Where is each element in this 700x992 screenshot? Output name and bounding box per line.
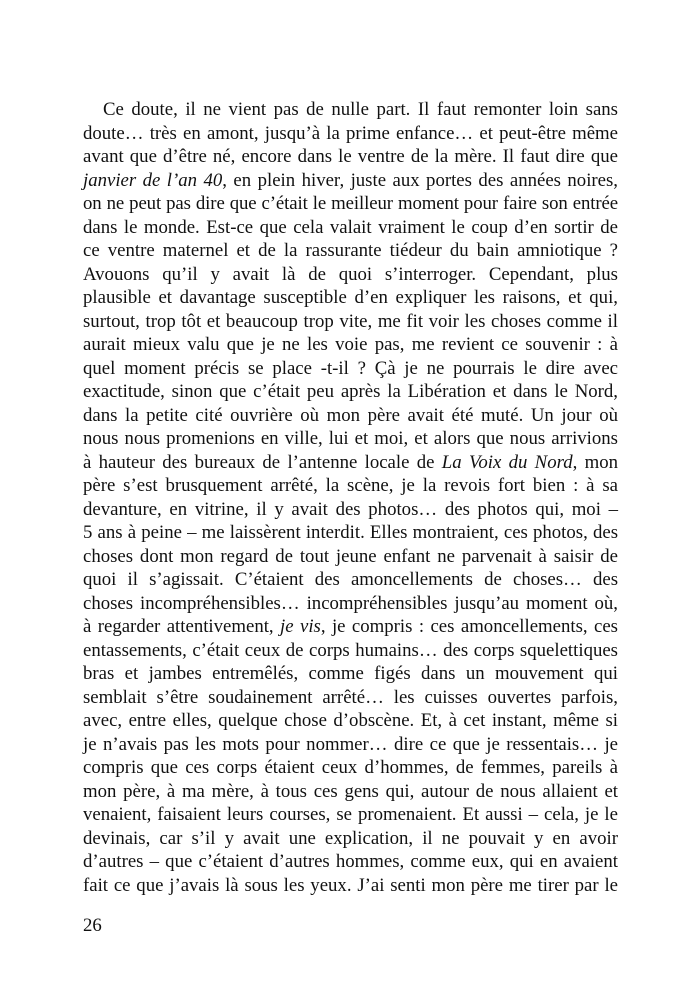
- text-segment: choses dont mon regard de tout jeune enfant ne parvenait à saisir de: [83, 545, 618, 567]
- text-line: [83, 545, 618, 569]
- text-line: [83, 122, 618, 146]
- text-segment: avant que d’être né, encore dans le ventre de la mère. Il faut dire que: [83, 146, 618, 167]
- text-segment: dans le monde. Est-ce que cela valait vraiment le coup d’en sortir de: [83, 216, 618, 238]
- text-line: [83, 310, 618, 334]
- text-segment: à hauteur des bureaux de l’antenne locale de: [83, 451, 442, 473]
- text-line: [83, 427, 618, 451]
- text-segment: d’autres – que c’étaient d’autres hommes, comme eux, qui en avaient: [83, 851, 618, 872]
- text-line: [83, 662, 618, 686]
- text-segment: devinais, car s’il y avait une explication, il ne pouvait y en avoir: [83, 827, 618, 849]
- text-segment: dans la petite cité ouvrière où mon père avait été muté. Un jour où: [83, 404, 618, 426]
- text-segment: , en plein hiver, juste aux portes des années noires,: [222, 169, 619, 191]
- text-segment: aurait mieux valu que je ne les voie pas, me revient ce souvenir : à: [83, 334, 618, 355]
- text-line: [83, 357, 618, 381]
- text-line: [83, 568, 618, 592]
- text-segment: nous nous promenions en ville, lui et moi, et alors que nous arrivions: [83, 428, 618, 449]
- text-segment: je n’avais pas les mots pour nommer… dire ce que je ressentais… je: [83, 733, 618, 755]
- text-segment: on ne peut pas dire que c’était le meilleur moment pour faire son entrée: [83, 193, 618, 214]
- text-line: [83, 192, 618, 216]
- text-segment: venaient, faisaient leurs courses, se promenaient. Et aussi – cela, je le: [83, 804, 618, 825]
- text-segment: bras et jambes entremêlés, comme figés dans un mouvement qui: [83, 663, 618, 684]
- text-line: [83, 169, 618, 193]
- text-segment: , mon: [572, 451, 618, 473]
- text-segment: père s’est brusquement arrêté, la scène, je la revois fort bien : à sa: [83, 475, 618, 496]
- text-line: [83, 733, 618, 757]
- text-line: [83, 827, 618, 851]
- text-line: [83, 98, 618, 122]
- text-line: [83, 263, 618, 287]
- italic-text: je vis: [280, 616, 321, 637]
- text-line: [83, 686, 618, 710]
- text-line: [83, 592, 618, 616]
- text-segment: fait ce que j’avais là sous les yeux. J’ai senti mon père me tirer par le: [83, 874, 618, 896]
- text-line: [83, 286, 618, 310]
- text-line: [83, 780, 618, 804]
- text-segment: surtout, trop tôt et beaucoup trop vite, me fit voir les choses comme il: [83, 310, 618, 332]
- text-line: [83, 333, 618, 357]
- body-text: [83, 98, 618, 897]
- text-line: [83, 239, 618, 263]
- text-segment: quoi il s’agissait. C’étaient des amoncellements de choses… des: [83, 569, 618, 590]
- text-segment: , je compris : ces amoncellements, ces: [320, 616, 618, 637]
- text-line: [83, 451, 618, 475]
- text-segment: 5 ans à peine – me laissèrent interdit. Elles montraient, ces photos, des: [83, 522, 618, 543]
- text-line: [83, 615, 618, 639]
- text-segment: doute… très en amont, jusqu’à la prime enfance… et peut-être même: [83, 122, 618, 144]
- text-segment: avec, entre elles, quelque chose d’obscène. Et, à cet instant, même si: [83, 710, 618, 731]
- text-line: [83, 709, 618, 733]
- text-line: [83, 850, 618, 874]
- text-segment: mon père, à ma mère, à tous ces gens qui, autour de nous allaient et: [83, 780, 618, 802]
- italic-text: janvier de l’an 40: [83, 169, 223, 191]
- text-segment: Ce doute, il ne vient pas de nulle part. Il faut remonter loin sans: [103, 99, 618, 120]
- text-line: [83, 474, 618, 498]
- text-line: [83, 404, 618, 428]
- text-line: [83, 803, 618, 827]
- text-segment: compris que ces corps étaient ceux d’hommes, de femmes, pareils à: [83, 757, 618, 778]
- text-segment: exactitude, sinon que c’était peu après la Libération et dans le Nord,: [83, 381, 618, 402]
- text-segment: devanture, en vitrine, il y avait des photos… des photos qui, moi –: [83, 498, 618, 520]
- text-segment: choses incompréhensibles… incompréhensibles jusqu’au moment où,: [83, 592, 618, 614]
- text-segment: semblait s’être soudainement arrêté… les cuisses ouvertes parfois,: [83, 686, 618, 708]
- text-line: [83, 756, 618, 780]
- text-line: [83, 874, 618, 898]
- text-line: [83, 498, 618, 522]
- text-line: [83, 380, 618, 404]
- italic-text: La Voix du Nord: [441, 451, 573, 473]
- text-segment: plausible et davantage susceptible d’en expliquer les raisons, et qui,: [83, 287, 618, 308]
- text-segment: entassements, c’était ceux de corps humains… des corps squelettiques: [83, 639, 618, 661]
- text-segment: Avouons qu’il y avait là de quoi s’interroger. Cependant, plus: [83, 263, 618, 285]
- text-line: [83, 521, 618, 545]
- text-segment: ce ventre maternel et de la rassurante tiédeur du bain amniotique ?: [83, 240, 618, 261]
- text-line: [83, 639, 618, 663]
- text-line: [83, 216, 618, 240]
- page-number: 26: [83, 915, 102, 936]
- text-segment: quel moment précis se place -t-il ? Çà je ne pourrais le dire avec: [83, 357, 618, 379]
- text-segment: à regarder attentivement,: [83, 616, 281, 637]
- text-line: [83, 145, 618, 169]
